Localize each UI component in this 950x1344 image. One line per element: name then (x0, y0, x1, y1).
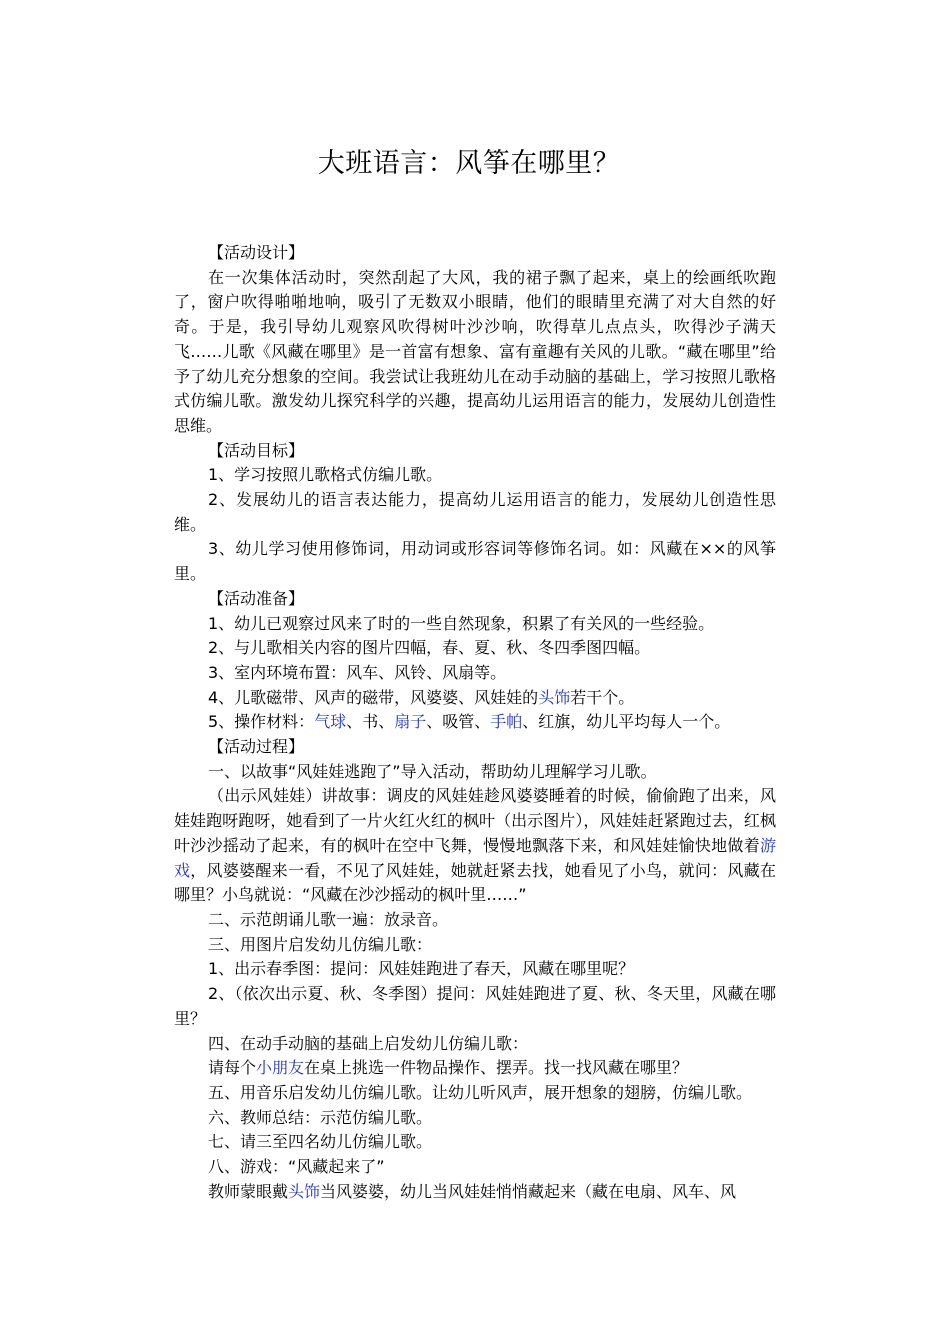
goal-item: 3、幼儿学习使用修饰词，用动词或形容词等修饰名词。如：风藏在××的风筝里。 (174, 539, 776, 584)
link-headwear[interactable]: 头饰 (538, 687, 571, 707)
link-headwear[interactable]: 头饰 (288, 1181, 321, 1201)
text-segment: 、红旗，幼儿平均每人一个。 (522, 712, 731, 732)
process-step: 八、游戏：“风藏起来了” (208, 1157, 385, 1177)
section-heading-preparation: 【活动准备】 (208, 588, 305, 608)
text-segment: （出示风娃娃）讲故事：调皮的风娃娃趁风婆婆睡着的时候，偷偷跑了出来，风娃娃跑呀跑呀，她看到了一片火红火红的枫叶（出示图片），风娃娃赶紧跑过去，红枫叶沙沙摇动了起来，有的枫叶在空中飞舞，慢慢地飘落下来，和风娃娃愉快地做着 (174, 786, 776, 855)
process-step: 四、在动手动脑的基础上启发幼儿仿编儿歌： (208, 1033, 529, 1053)
document-title: 大班语言：风筝在哪里？ (317, 148, 621, 179)
process-step: 三、用图片启发幼儿仿编儿歌： (208, 934, 433, 954)
text-segment: 4、儿歌磁带、风声的磁带，风婆婆、风娃娃的 (208, 687, 539, 707)
text-segment: 、吸管、 (426, 712, 491, 732)
text-segment: 在桌上挑选一件物品操作、摆弄。找一找风藏在哪里？ (304, 1058, 689, 1078)
process-detail (174, 1180, 776, 1205)
preparation-item: 3、室内环境布置：风车、风铃、风扇等。 (208, 662, 507, 682)
preparation-item (174, 686, 776, 711)
preparation-item (174, 710, 776, 735)
section-heading-goals: 【活动目标】 (208, 440, 305, 460)
document-body (174, 241, 776, 1204)
preparation-item: 2、与儿歌相关内容的图片四幅，春、夏、秋、冬四季图四幅。 (208, 638, 651, 658)
process-substep: 1、出示春季图：提问：风娃娃跑进了春天，风藏在哪里呢？ (208, 959, 635, 979)
process-step: 一、以故事“风娃娃逃跑了”导入活动，帮助幼儿理解学习儿歌。 (208, 761, 657, 781)
text-segment: 、书、 (346, 712, 395, 732)
process-step: 二、示范朗诵儿歌一遍：放录音。 (208, 909, 449, 929)
link-balloon[interactable]: 气球 (314, 712, 347, 732)
section-heading-design: 【活动设计】 (208, 243, 305, 262)
process-step: 七、请三至四名幼儿仿编儿歌。 (208, 1132, 433, 1152)
process-step: 六、教师总结：示范仿编儿歌。 (208, 1107, 433, 1127)
text-segment: 教师蒙眼戴 (208, 1181, 289, 1201)
text-segment: ，风婆婆醒来一看，不见了风娃娃，她就赶紧去找，她看见了小鸟，就问：风藏在哪里？小鸟就说：“风藏在沙沙摇动的枫叶里……” (174, 860, 776, 905)
section-heading-process: 【活动过程】 (208, 737, 305, 757)
text-segment: 若干个。 (570, 687, 635, 707)
process-detail (174, 1056, 776, 1081)
story-paragraph (174, 784, 776, 908)
preparation-item: 1、幼儿已观察过风来了时的一些自然现象，积累了有关风的一些经验。 (208, 613, 715, 633)
process-substep: 2、（依次出示夏、秋、冬季图）提问：风娃娃跑进了夏、秋、冬天里，风藏在哪里？ (174, 984, 776, 1028)
link-handkerchief[interactable]: 手帕 (490, 712, 523, 732)
link-game[interactable]: 游戏 (174, 835, 776, 880)
text-segment: 5、操作材料： (208, 712, 315, 732)
goal-item: 1、学习按照儿歌格式仿编儿歌。 (208, 465, 443, 485)
process-step: 五、用音乐启发幼儿仿编儿歌。让幼儿听风声，展开想象的翅膀，仿编儿歌。 (208, 1082, 753, 1102)
link-children[interactable]: 小朋友 (256, 1058, 305, 1078)
goal-item: 2、发展幼儿的语言表达能力，提高幼儿运用语言的能力，发展幼儿创造性思维。 (174, 490, 776, 534)
text-segment: 当风婆婆，幼儿当风娃娃悄悄藏起来（藏在电扇、风车、风 (320, 1181, 737, 1201)
paragraph-design: 在一次集体活动时，突然刮起了大风，我的裙子飘了起来，桌上的绘画纸吹跑了，窗户吹得啪啪地响，吸引了无数双小眼睛，他们的眼睛里充满了对大自然的好奇。于是，我引导幼儿观察风吹得树叶沙沙响，吹得草儿点点头，吹得沙子满天飞……儿歌《风藏在哪里》是一首富有想象、富有童趣有关风的儿歌。“藏在哪里”给予了幼儿充分想象的空间。我尝试让我班幼儿在动手动脑的基础上，学习按照儿歌格式仿编儿歌。激发幼儿探究科学的兴趣，提高幼儿运用语言的能力，发展幼儿创造性思维。 (174, 267, 776, 435)
text-segment: 请每个 (208, 1058, 257, 1078)
link-fan[interactable]: 扇子 (394, 712, 427, 732)
